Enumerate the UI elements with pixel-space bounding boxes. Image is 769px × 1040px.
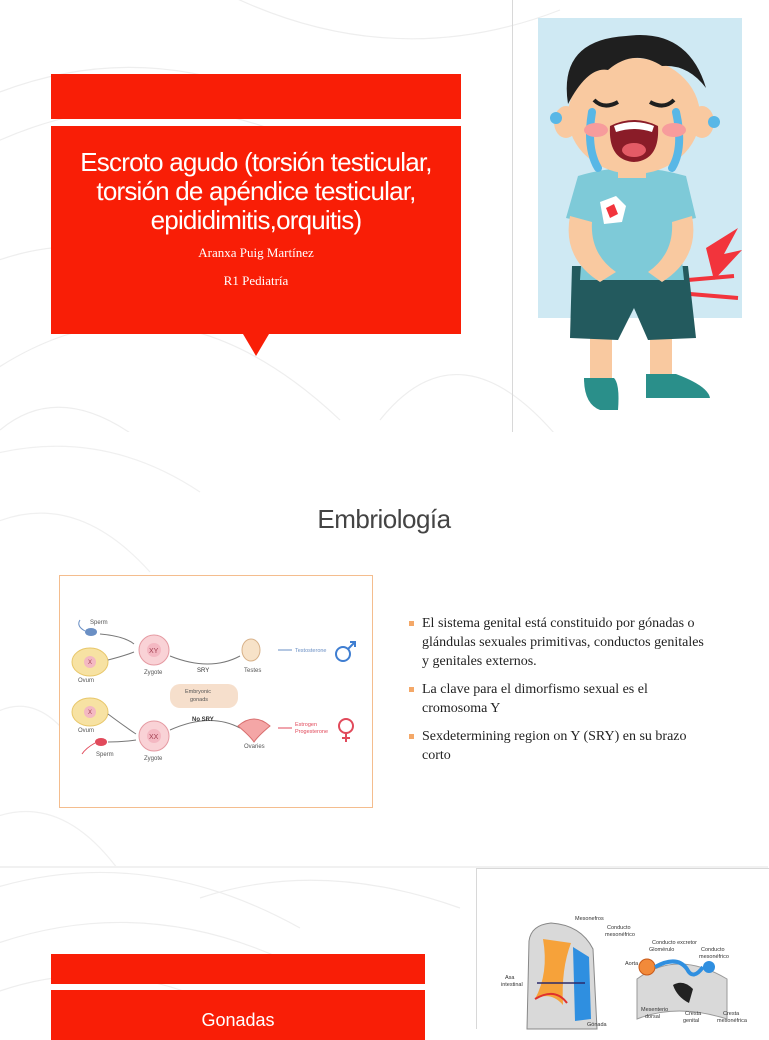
sex-determination-diagram bbox=[59, 575, 373, 808]
bullet-item: La clave para el dimorfismo sexual es el cromosoma Y bbox=[408, 680, 708, 718]
label-x-top: X bbox=[88, 660, 93, 666]
label-aorta: Aorta bbox=[625, 961, 639, 967]
label-intestinal: intestinal bbox=[501, 982, 523, 988]
label-genital: genital bbox=[683, 1018, 700, 1024]
slide-embriologia[interactable] bbox=[0, 432, 768, 868]
bullet-item: Sexdetermining region on Y (SRY) en su brazo corto bbox=[408, 727, 708, 765]
top-accent-bar bbox=[51, 74, 461, 119]
label-dorsal: dorsal bbox=[645, 1014, 660, 1020]
slide-title: Embriología bbox=[317, 504, 451, 534]
divider-line bbox=[512, 0, 513, 432]
label-conducto-excretor: Conducto excretor bbox=[652, 940, 697, 946]
label-zygote-top: Zygote bbox=[144, 670, 163, 676]
label-ovum-bottom: Ovum bbox=[78, 728, 95, 734]
label-cresta-2: Cresta bbox=[723, 1011, 740, 1017]
label-testosterone: Testosterone bbox=[295, 648, 327, 654]
slide-main-title: Gonadas bbox=[201, 1010, 275, 1030]
label-x-bottom: X bbox=[88, 710, 93, 716]
label-mesonefrico-1: mesonéfrico bbox=[605, 932, 635, 938]
label-embryonic: Embryonic bbox=[185, 689, 211, 695]
label-conducto-2: Conducto bbox=[701, 947, 725, 953]
label-sperm-bottom: Sperm bbox=[96, 752, 114, 758]
label-gonads: gonads bbox=[190, 697, 209, 703]
author-role: R1 Pediatría bbox=[223, 273, 289, 288]
author-name: Aranxa Puig Martínez bbox=[198, 245, 314, 260]
slide-title[interactable] bbox=[0, 0, 768, 432]
label-xx: XX bbox=[149, 734, 159, 741]
bullet-list bbox=[408, 614, 708, 774]
pointer-arrow bbox=[243, 334, 269, 356]
label-conducto-1: Conducto bbox=[607, 925, 631, 931]
label-sperm-top: Sperm bbox=[90, 620, 108, 626]
label-mesonefrica: mesonéfrica bbox=[717, 1018, 747, 1024]
label-estrogen: Estrogen bbox=[295, 722, 318, 728]
label-asa: Asa bbox=[505, 975, 515, 981]
crying-boy-illustration bbox=[538, 18, 742, 414]
label-cresta-1: Cresta bbox=[685, 1011, 702, 1017]
bullet-item: El sistema genital está constituido por gónadas o glándulas sexuales primitivas, conductos genitales y genitales externos. bbox=[408, 614, 708, 671]
label-ovaries: Ovaries bbox=[244, 744, 265, 750]
title-box bbox=[51, 126, 461, 334]
label-gonada: Gónada bbox=[587, 1022, 607, 1028]
top-accent-bar bbox=[51, 954, 425, 984]
label-sry: SRY bbox=[197, 668, 210, 674]
label-zygote-bottom: Zygote bbox=[144, 756, 163, 762]
label-mesonefrico-2: mesonéfrico bbox=[699, 954, 729, 960]
label-glomerulo: Glomérulo bbox=[649, 947, 675, 953]
slide-main-title: Escroto agudo (torsión testicular, torsión de apéndice testicular, epididimitis,orquitis) bbox=[80, 147, 432, 235]
embryo-diagram-frame bbox=[476, 868, 769, 1029]
slide-gonadas[interactable] bbox=[0, 868, 768, 1030]
label-xy: XY bbox=[149, 648, 159, 655]
label-mesenterio: Mesenterio bbox=[641, 1007, 669, 1013]
title-box bbox=[51, 990, 425, 1040]
label-testes: Testes bbox=[244, 668, 262, 674]
label-no-sry: No SRY bbox=[192, 717, 214, 723]
label-progesterone: Progesterone bbox=[295, 729, 329, 735]
label-ovum-top: Ovum bbox=[78, 678, 95, 684]
label-mesonefros: Mesonefros bbox=[575, 916, 604, 922]
